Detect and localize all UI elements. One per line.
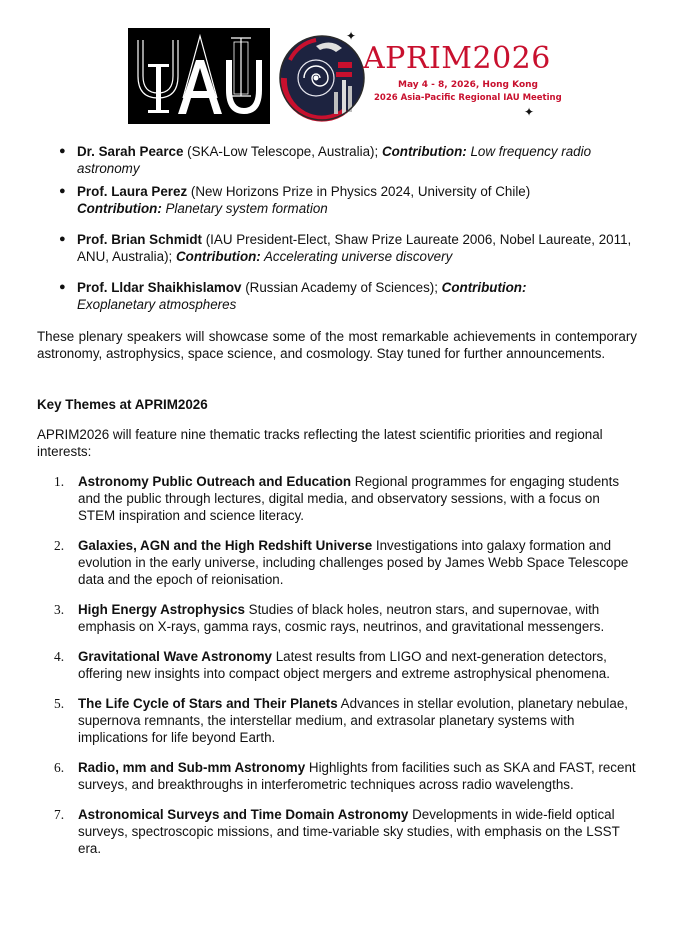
themes-intro: APRIM2026 will feature nine thematic tracks reflecting the latest scientific priorities and regional interests:	[37, 427, 603, 459]
themes-list	[37, 473, 637, 857]
plenary-paragraph: These plenary speakers will showcase some of the most remarkable achievements in contemporary astronomy, astrophysics, space science, and cosmology. Stay tuned for further announcements.	[37, 329, 637, 361]
theme-title: Galaxies, AGN and the High Redshift Universe	[78, 538, 373, 553]
theme-number: 2.	[54, 538, 65, 553]
speaker-list	[37, 143, 637, 313]
speaker-name: Dr. Sarah Pearce	[77, 144, 184, 159]
speaker-item	[37, 231, 637, 265]
iau-logo	[128, 28, 270, 124]
speaker-affiliation: (Russian Academy of Sciences);	[241, 280, 442, 295]
contribution-label: Contribution:	[441, 280, 527, 295]
theme-item	[37, 648, 637, 682]
theme-number: 3.	[54, 602, 65, 617]
bullet-icon: ●	[59, 185, 66, 197]
theme-item	[37, 601, 637, 635]
theme-description: Advances in stellar evolution, planetary nebulae, supernova remnants, the interstellar medium, and extrasolar planetary systems with implications for life beyond Earth.	[78, 696, 629, 745]
theme-item	[37, 695, 637, 746]
speaker-affiliation: (New Horizons Prize in Physics 2024, University of Chile)	[187, 184, 531, 199]
theme-description: Regional programmes for engaging students and the public through lectures, digital media, and observatory sessions, with a focus on STEM inspiration and science literacy.	[78, 474, 620, 523]
theme-title: The Life Cycle of Stars and Their Planets	[78, 696, 338, 711]
theme-item	[37, 537, 637, 588]
page-header	[128, 28, 562, 124]
theme-number: 5.	[54, 696, 65, 711]
theme-description: Developments in wide-field optical surveys, spectroscopic missions, and time-variable sky studies, with emphasis on the LSST era.	[78, 807, 620, 856]
document-body	[37, 143, 637, 857]
event-title: APRIM2026	[363, 41, 551, 76]
speaker-contribution: Exoplanetary atmospheres	[77, 297, 237, 312]
theme-title: High Energy Astrophysics	[78, 602, 245, 617]
event-fullname: 2026 Asia-Pacific Regional IAU Meeting	[374, 93, 562, 103]
theme-item	[37, 759, 637, 793]
speaker-contribution: Accelerating universe discovery	[260, 249, 453, 264]
bullet-icon: ●	[59, 145, 66, 157]
contribution-label: Contribution:	[77, 201, 162, 216]
theme-number: 4.	[54, 649, 65, 664]
speaker-affiliation: (IAU President-Elect, Shaw Prize Laureate 2006, Nobel Laureate, 2011, ANU, Australia);	[77, 232, 632, 264]
speaker-item	[37, 279, 637, 313]
sparkle-icon: ✦	[524, 105, 535, 119]
speaker-item	[37, 143, 637, 177]
theme-title: Astronomical Surveys and Time Domain Astronomy	[78, 807, 409, 822]
speaker-item	[37, 183, 637, 217]
theme-number: 7.	[54, 807, 65, 822]
themes-heading: Key Themes at APRIM2026	[37, 397, 208, 412]
theme-description: Studies of black holes, neutron stars, and supernovae, with emphasis on X-rays, gamma rays, cosmic rays, neutrinos, and gravitational messengers.	[78, 602, 605, 634]
theme-description: Investigations into galaxy formation and evolution in the early universe, including challenges posed by James Webb Space Telescope data and the epoch of reionisation.	[78, 538, 629, 587]
iau-logo-icon	[128, 28, 270, 124]
bullet-icon: ●	[59, 233, 66, 245]
theme-number: 6.	[54, 760, 65, 775]
aprim-emblem	[276, 30, 368, 122]
galaxy-dragon-emblem-icon	[276, 30, 368, 122]
speaker-name: Prof. Laura Perez	[77, 184, 188, 199]
speaker-affiliation: (SKA-Low Telescope, Australia);	[183, 144, 382, 159]
contribution-label: Contribution:	[175, 249, 261, 264]
theme-item	[37, 806, 637, 857]
theme-title: Astronomy Public Outreach and Education	[78, 474, 352, 489]
sparkle-icon: ✦	[346, 29, 357, 43]
theme-title: Gravitational Wave Astronomy	[78, 649, 272, 664]
contribution-label: Contribution:	[381, 144, 467, 159]
theme-number: 1.	[54, 474, 65, 489]
bullet-icon: ●	[59, 281, 66, 293]
theme-description: Highlights from facilities such as SKA and FAST, recent surveys, and breakthroughs in interferometric techniques across radio wavelengths.	[78, 760, 636, 792]
speaker-contribution: Low frequency radio astronomy	[77, 144, 592, 176]
theme-item	[37, 473, 637, 524]
theme-title: Radio, mm and Sub-mm Astronomy	[78, 760, 306, 775]
speaker-contribution: Planetary system formation	[161, 201, 328, 216]
speaker-name: Prof. Brian Schmidt	[77, 232, 202, 247]
theme-description: Latest results from LIGO and next-generation detectors, offering new insights into compact object mergers and extreme astrophysical phenomena.	[78, 649, 610, 681]
event-dates: May 4 - 8, 2026, Hong Kong	[398, 80, 538, 90]
speaker-name: Prof. Lldar Shaikhislamov	[77, 280, 242, 295]
